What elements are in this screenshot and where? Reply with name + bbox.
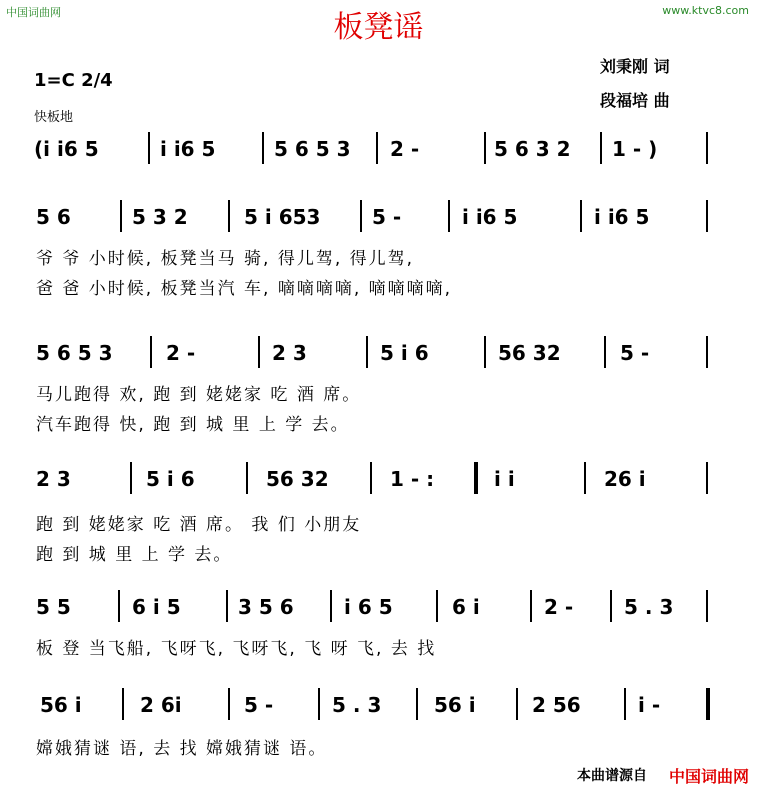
lyric-verse-1: 嫦娥猜谜 语, 去 找 嫦娥猜谜 语。 bbox=[36, 739, 328, 759]
barline bbox=[376, 132, 378, 164]
lyric-verse-2: 汽车跑得 快, 跑 到 城 里 上 学 去。 bbox=[36, 415, 350, 435]
barline bbox=[584, 462, 586, 494]
score-row bbox=[0, 590, 757, 659]
source-note: 本曲谱源自 bbox=[577, 768, 647, 784]
barline bbox=[370, 462, 372, 494]
barline bbox=[624, 688, 626, 720]
measure: 2 56 bbox=[532, 693, 581, 717]
barline bbox=[706, 590, 708, 622]
measure: 6 i 5 bbox=[132, 595, 181, 619]
barline bbox=[122, 688, 124, 720]
lyric-verse-1: 板 登 当飞船, 飞呀飞, 飞呀飞, 飞 呀 飞, 去 找 bbox=[36, 639, 437, 659]
measure: 5 6 5 3 bbox=[36, 341, 113, 365]
notation-line bbox=[0, 336, 757, 370]
barline bbox=[706, 200, 708, 232]
barline bbox=[318, 688, 320, 720]
score-row bbox=[0, 200, 757, 299]
notation-line bbox=[0, 462, 757, 496]
measure: 2 - bbox=[390, 137, 420, 161]
barline bbox=[580, 200, 582, 232]
measure: 2 3 bbox=[272, 341, 307, 365]
measure: i i6 5 bbox=[160, 137, 216, 161]
measure: 1 - ) bbox=[612, 137, 658, 161]
barline bbox=[228, 200, 230, 232]
barline bbox=[610, 590, 612, 622]
measure: 5 . 3 bbox=[332, 693, 382, 717]
measure: 5 - bbox=[620, 341, 650, 365]
barline bbox=[130, 462, 132, 494]
song-title: 板凳谣 bbox=[333, 10, 424, 45]
barline bbox=[118, 590, 120, 622]
lyric-verse-2: 爸 爸 小时候, 板凳当汽 车, 嘀嘀嘀嘀, 嘀嘀嘀嘀, bbox=[36, 279, 453, 299]
measure: 5 - bbox=[372, 205, 402, 229]
barline bbox=[706, 462, 708, 494]
score-row bbox=[0, 132, 757, 172]
measure: 2 - bbox=[544, 595, 574, 619]
site-watermark-left: 中国词曲网 bbox=[6, 6, 61, 19]
barline bbox=[706, 132, 708, 164]
measure: 56 i bbox=[434, 693, 476, 717]
measure: 5 6 5 3 bbox=[274, 137, 351, 161]
measure: 3 5 6 bbox=[238, 595, 294, 619]
barline bbox=[246, 462, 248, 494]
repeat-barline bbox=[474, 462, 478, 494]
barline bbox=[436, 590, 438, 622]
measure: i i6 5 bbox=[594, 205, 650, 229]
barline bbox=[120, 200, 122, 232]
lyric-verse-1: 爷 爷 小时候, 板凳当马 骑, 得儿驾, 得儿驾, bbox=[36, 249, 415, 269]
notation-line bbox=[0, 132, 757, 166]
measure: 26 i bbox=[604, 467, 646, 491]
measure: 5 i 6 bbox=[380, 341, 429, 365]
score-row bbox=[0, 462, 757, 565]
measure: 5 . 3 bbox=[624, 595, 674, 619]
measure: 5 i 653 bbox=[244, 205, 321, 229]
notation-line bbox=[0, 688, 757, 722]
measure: 5 i 6 bbox=[146, 467, 195, 491]
lyricist-credit: 刘秉刚 词 bbox=[600, 57, 670, 76]
measure: 1 - : bbox=[390, 467, 435, 491]
barline bbox=[330, 590, 332, 622]
barline bbox=[262, 132, 264, 164]
barline bbox=[416, 688, 418, 720]
measure: 5 6 bbox=[36, 205, 71, 229]
barline bbox=[226, 590, 228, 622]
barline bbox=[484, 132, 486, 164]
measure: 5 5 bbox=[36, 595, 71, 619]
barline bbox=[484, 336, 486, 368]
measure: i - bbox=[638, 693, 661, 717]
barline bbox=[706, 336, 708, 368]
measure: 56 32 bbox=[266, 467, 329, 491]
barline bbox=[448, 200, 450, 232]
tempo-marking: 快板地 bbox=[34, 110, 74, 125]
barline bbox=[604, 336, 606, 368]
measure: 2 3 bbox=[36, 467, 71, 491]
barline bbox=[228, 688, 230, 720]
measure: 5 3 2 bbox=[132, 205, 188, 229]
notation-line bbox=[0, 200, 757, 234]
measure: 2 6i bbox=[140, 693, 182, 717]
measure: 5 - bbox=[244, 693, 274, 717]
measure: 56 i bbox=[40, 693, 82, 717]
barline bbox=[366, 336, 368, 368]
measure: 56 32 bbox=[498, 341, 561, 365]
measure: 2 - bbox=[166, 341, 196, 365]
barline bbox=[148, 132, 150, 164]
measure: i 6 5 bbox=[344, 595, 393, 619]
barline bbox=[516, 688, 518, 720]
notation-line bbox=[0, 590, 757, 624]
source-brand: 中国词曲网 bbox=[668, 767, 749, 786]
lyric-verse-1: 跑 到 姥姥家 吃 酒 席。 我 们 小朋友 bbox=[36, 515, 362, 535]
barline bbox=[530, 590, 532, 622]
score-row bbox=[0, 688, 757, 759]
site-watermark-right: www.ktvc8.com bbox=[662, 4, 749, 17]
measure: i i6 5 bbox=[462, 205, 518, 229]
measure: i i bbox=[494, 467, 515, 491]
barline bbox=[150, 336, 152, 368]
lyric-verse-1: 马儿跑得 欢, 跑 到 姥姥家 吃 酒 席。 bbox=[36, 385, 362, 405]
composer-credit: 段福培 曲 bbox=[600, 91, 670, 110]
key-signature: 1=C 2/4 bbox=[34, 70, 113, 91]
measure: 5 6 3 2 bbox=[494, 137, 571, 161]
barline bbox=[258, 336, 260, 368]
barline bbox=[360, 200, 362, 232]
lyric-verse-2: 跑 到 城 里 上 学 去。 bbox=[36, 545, 233, 565]
score-row bbox=[0, 336, 757, 435]
barline bbox=[600, 132, 602, 164]
final-barline bbox=[706, 688, 710, 720]
measure: 6 i bbox=[452, 595, 480, 619]
measure: (i i6 5 bbox=[34, 137, 99, 161]
